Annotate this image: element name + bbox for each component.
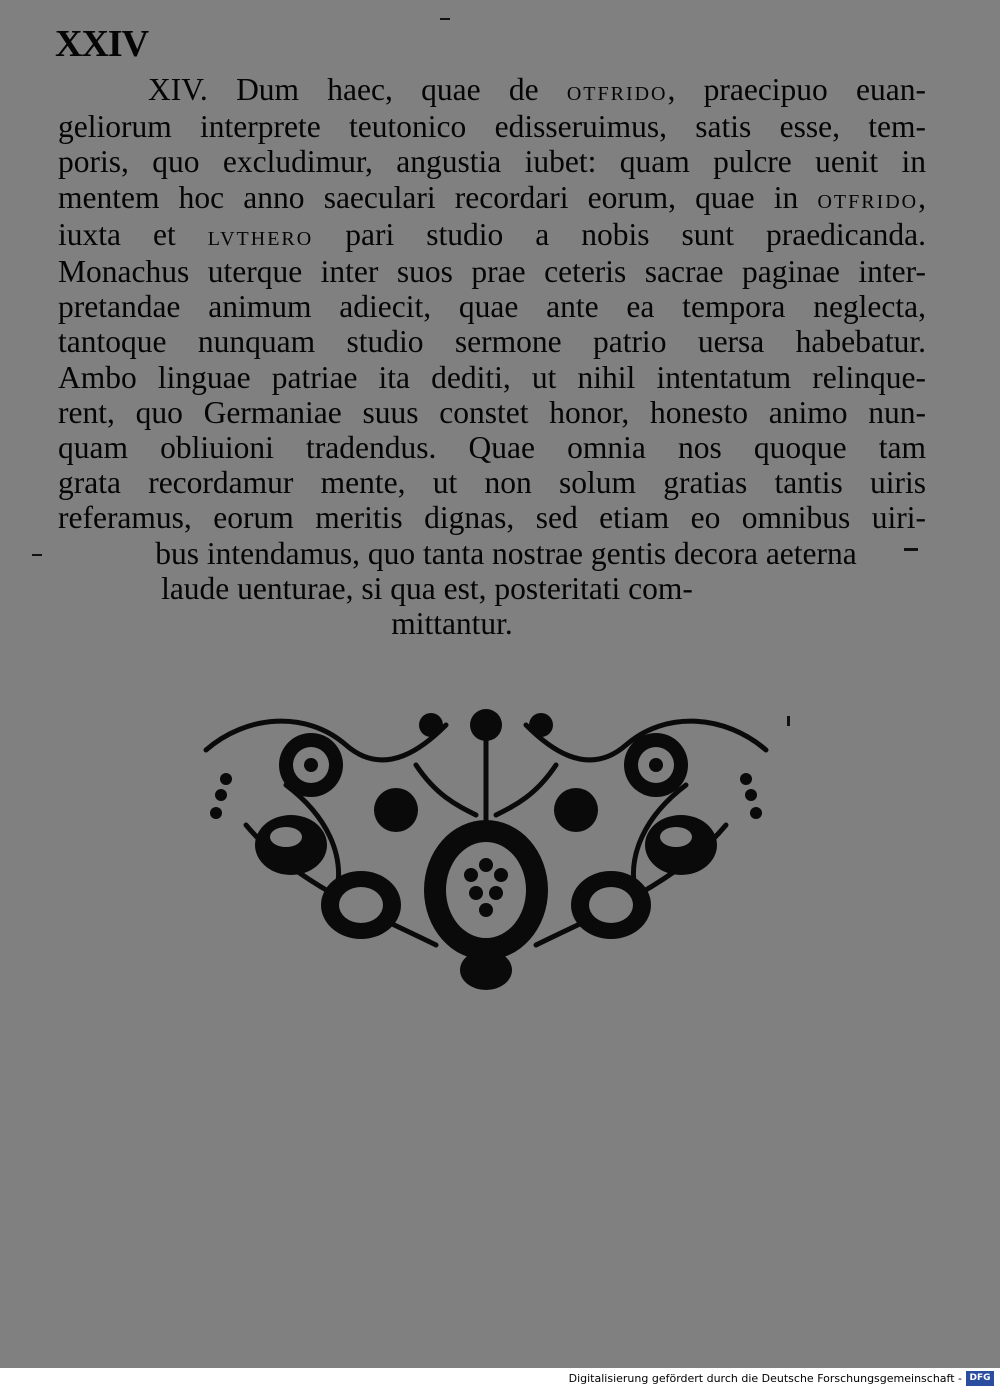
scan-speck [32, 554, 42, 556]
text-line [58, 144, 926, 179]
text-run: referamus, eorum meritis dignas, sed etiam eo omnibus uiri- [58, 500, 926, 536]
text-run: mittantur. [391, 606, 513, 642]
footer-bar [0, 1368, 1000, 1390]
text-run: rent, quo Germaniae suus constet honor, honesto animo nun- [58, 394, 926, 430]
text-run: quam obliuioni tradendus. Quae omnia nos quoque tam [58, 430, 926, 466]
text-run: Ambo linguae patriae ita dediti, ut nihil intentatum relinque- [58, 359, 926, 395]
dfg-logo-icon: DFG [966, 1371, 994, 1386]
text-line [58, 360, 926, 395]
text-run: Monachus uterque inter suos prae ceteris sacrae paginae inter- [58, 254, 926, 290]
text-line [58, 217, 926, 254]
small-caps-name: otfrido [566, 76, 668, 107]
text-line [58, 324, 926, 359]
text-run: tantoque nunquam studio sermone patrio uersa habebatur. [58, 324, 926, 360]
text-line [58, 395, 926, 430]
text-line [58, 571, 926, 606]
section-number: XIV. [148, 72, 237, 107]
text-run: Dum haec, quae de [236, 72, 567, 107]
text-run: laude uenturae, si qua est, posteritati com- [161, 570, 693, 606]
text-run: grata recordamur mente, ut non solum gratias tantis uiris [58, 465, 926, 501]
text-run: bus intendamus, quo tanta nostrae gentis decora aeterna [155, 535, 857, 571]
body-text [58, 72, 926, 641]
text-line [58, 500, 926, 535]
text-line [58, 430, 926, 465]
text-line [58, 465, 926, 500]
text-run: pretandae animum adiecit, quae ante ea tempora neglecta, [58, 289, 926, 325]
small-caps-name: lvthero [207, 220, 314, 252]
text-line [58, 606, 926, 641]
scan-speck [440, 18, 450, 20]
floral-tailpiece-icon [186, 705, 786, 1000]
text-run: geliorum interprete teutonico edisseruimus, satis esse, tem- [58, 109, 926, 145]
text-line [58, 254, 926, 289]
text-run: pari studio a nobis sunt praedicanda. [313, 216, 927, 252]
text-line [58, 289, 926, 324]
text-run: , [918, 179, 926, 215]
footer-credit: Digitalisierung gefördert durch die Deutsche Forschungsgemeinschaft - [568, 1372, 962, 1385]
text-run: poris, quo excludimur, angustia iubet: quam pulcre uenit in [58, 144, 926, 180]
text-line [58, 109, 926, 144]
text-line [58, 180, 926, 217]
text-line [58, 72, 926, 109]
text-run: , praecipuo euan- [667, 72, 927, 107]
text-run: mentem hoc anno saeculari recordari eorum, quae in [58, 179, 818, 215]
scan-speck [787, 716, 790, 726]
scan-speck [904, 548, 918, 551]
page-number: XXIV [55, 23, 149, 65]
small-caps-name: otfrido [817, 183, 919, 215]
text-run: iuxta et [58, 216, 208, 252]
text-line [58, 536, 926, 571]
